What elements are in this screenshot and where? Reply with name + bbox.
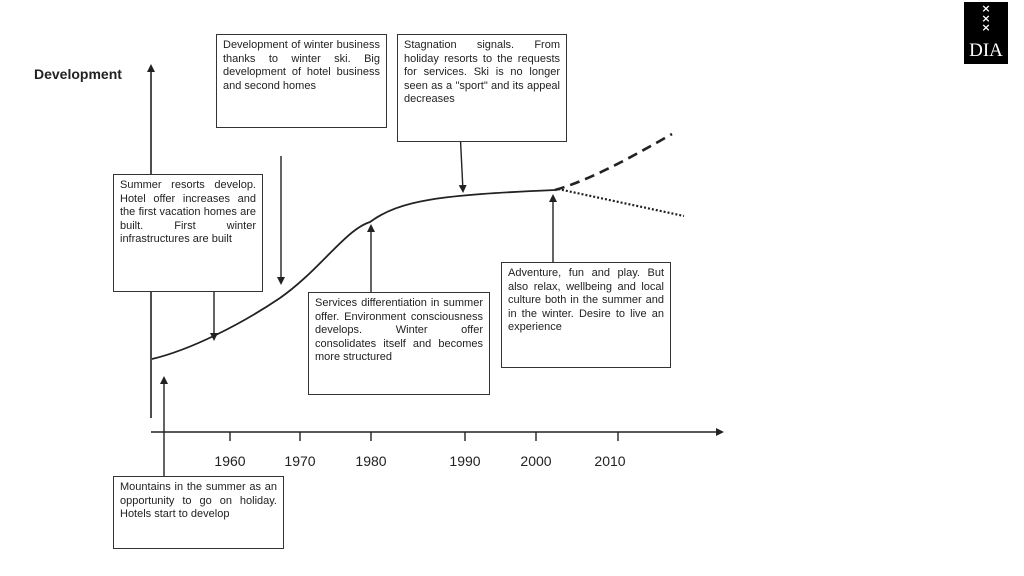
adventure-note: Adventure, fun and play. But also relax, wellbeing and local culture both in the summer and in the winter. Desire to live an experience xyxy=(501,262,671,368)
x-tick-label: 1970 xyxy=(284,453,316,469)
x-tick-label: 1960 xyxy=(214,453,246,469)
winter-business-note: Development of winter business thanks to winter ski. Big development of hotel business and second homes xyxy=(216,34,387,128)
x-tick-label: 1990 xyxy=(449,453,481,469)
x-tick-label: 2010 xyxy=(594,453,626,469)
summer-resorts-note: Summer resorts develop. Hotel offer increases and the first vacation homes are built. First winter infrastructures are built xyxy=(113,174,263,292)
services-differentiation-note: Services differentiation in summer offer. Environment consciousness develops. Winter offer consolidates itself and becomes more structured xyxy=(308,292,490,395)
x-tick-label: 2000 xyxy=(520,453,552,469)
dia-logo xyxy=(964,2,1008,64)
x-tick-label: 1980 xyxy=(355,453,387,469)
y-axis-label: Development xyxy=(34,66,122,82)
logo-crosses: × × × xyxy=(981,2,991,34)
decline-scenario-line xyxy=(558,189,684,216)
stagnation-note: Stagnation signals. From holiday resorts to the requests for services. Ski is no longer seen as a "sport" and its appeal decreases xyxy=(397,34,567,142)
growth-scenario-line xyxy=(555,134,672,190)
mountains-summer-note: Mountains in the summer as an opportunity to go on holiday. Hotels start to develop xyxy=(113,476,284,549)
logo-text: DIA xyxy=(969,40,1003,61)
